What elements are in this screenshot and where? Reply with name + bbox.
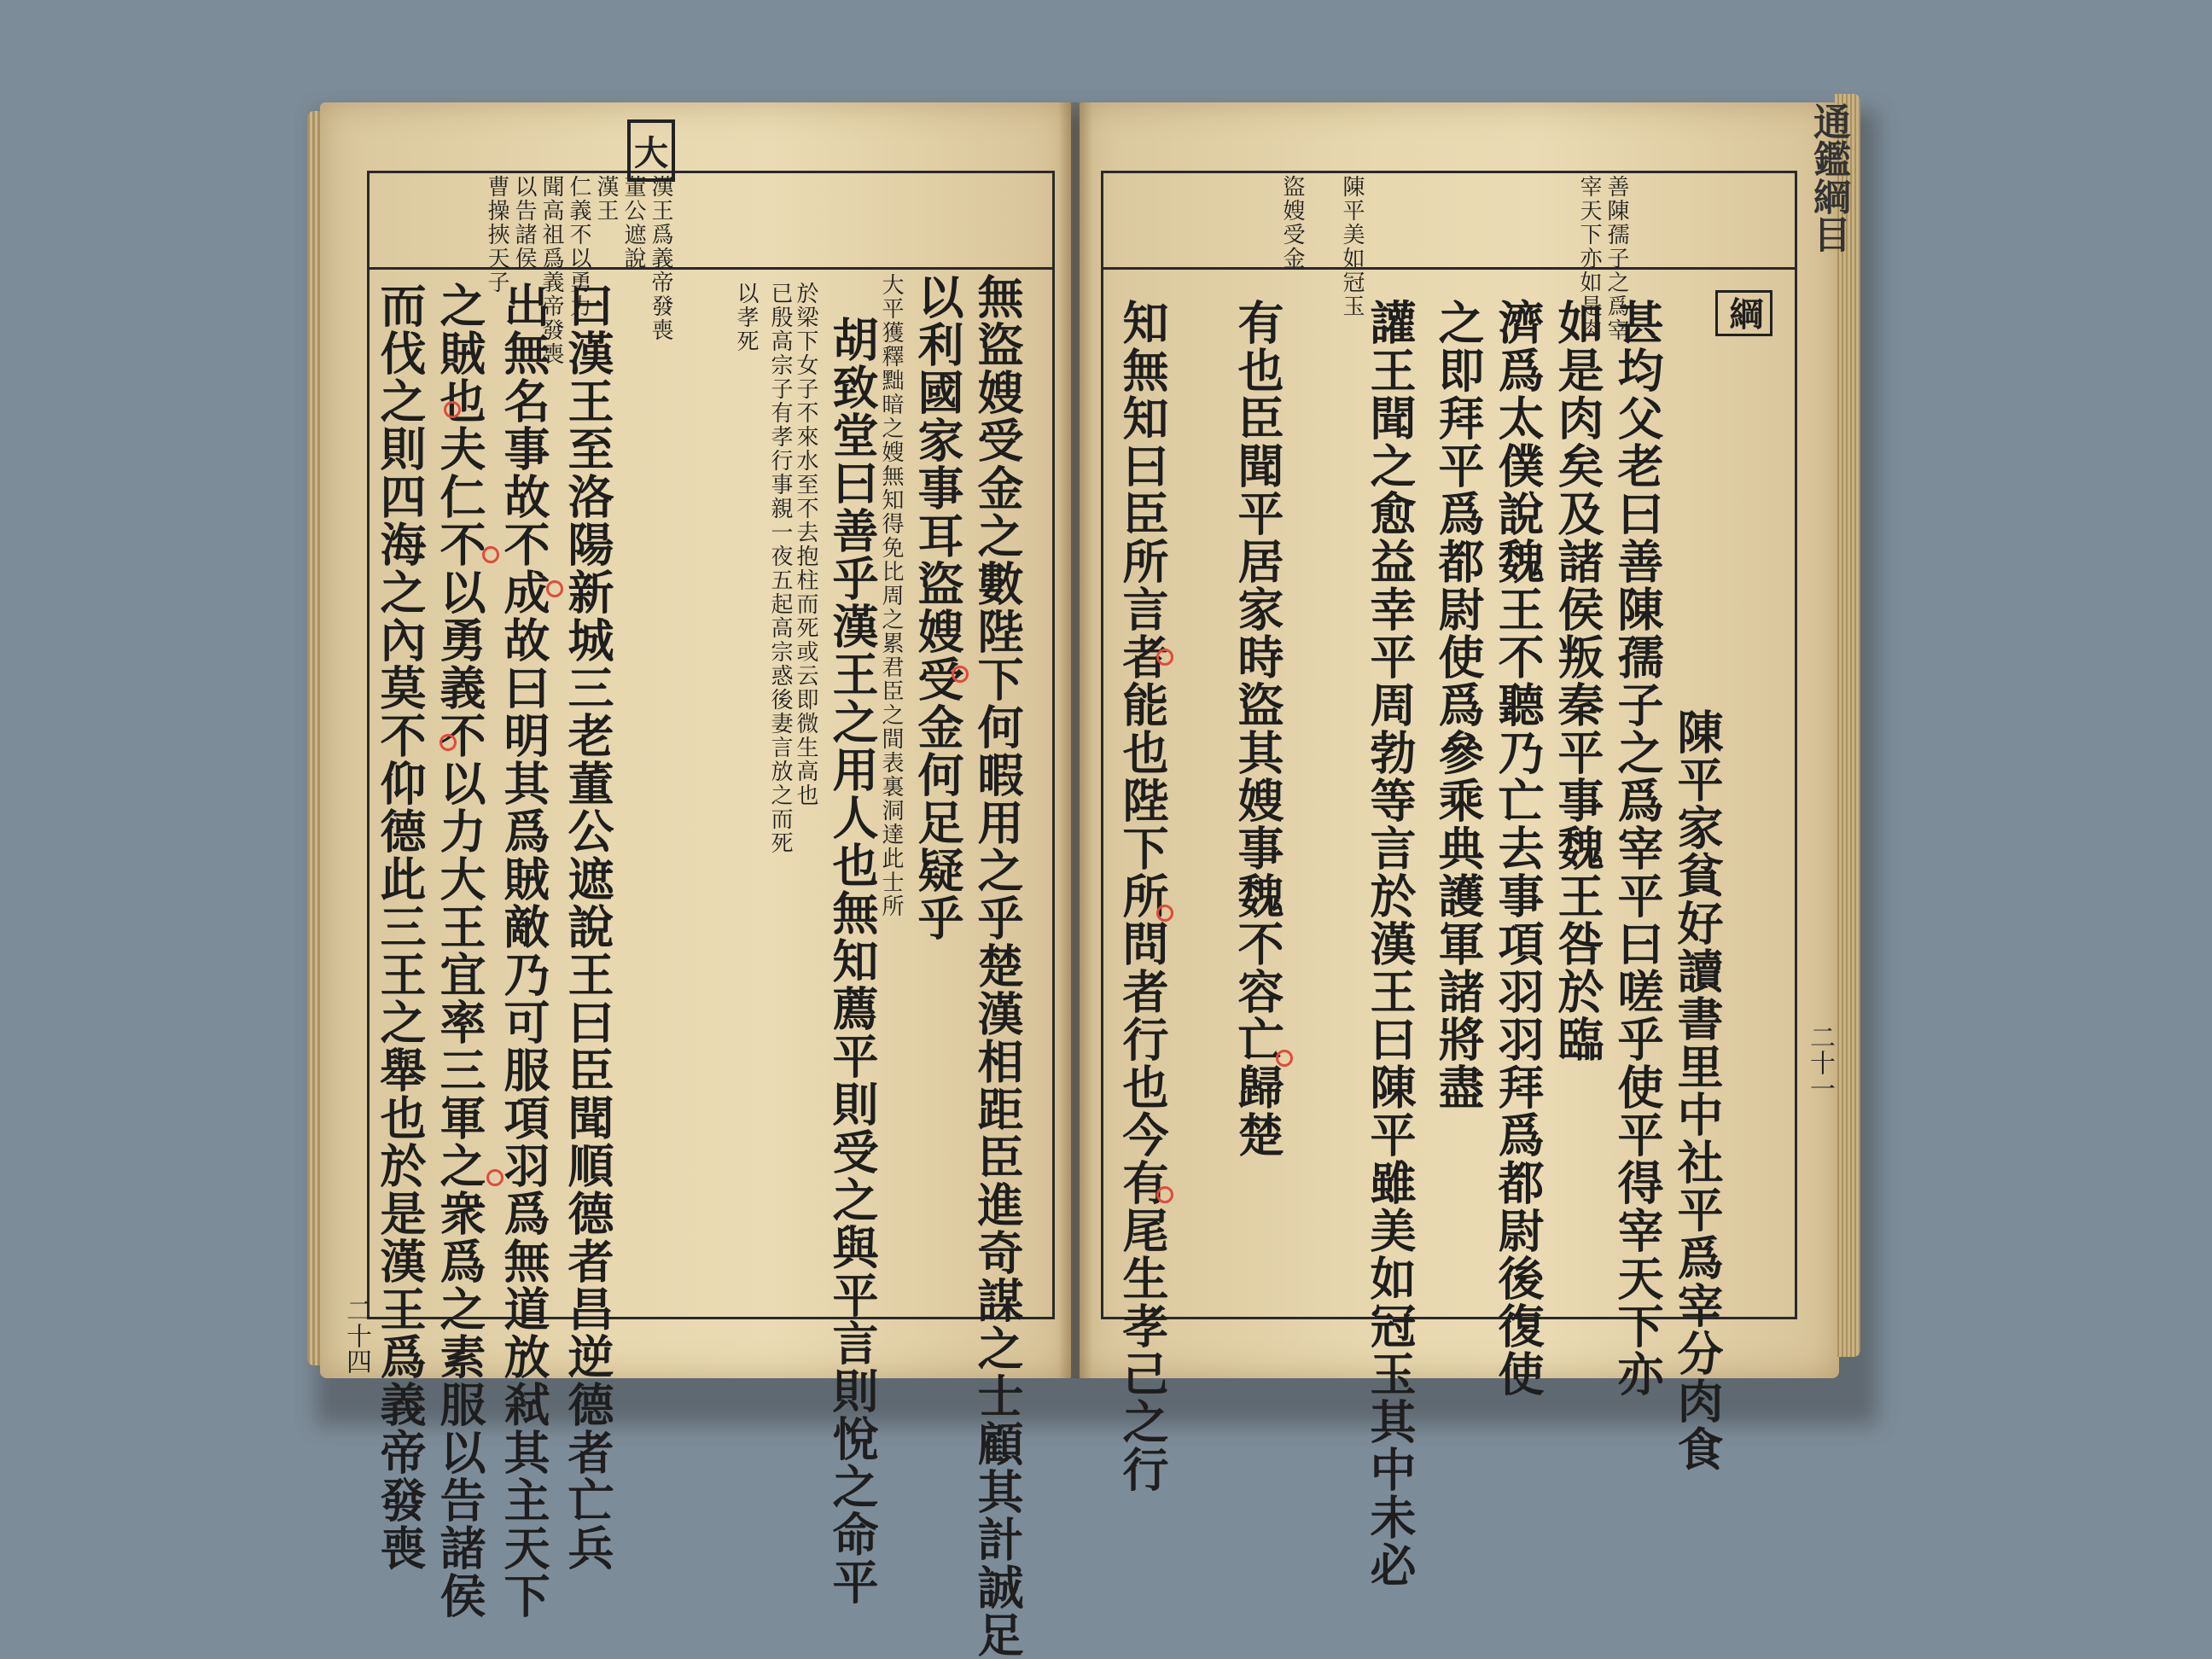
red-punctuation-mark <box>439 734 457 751</box>
right-head-rule <box>1103 267 1795 270</box>
left-main-column-5: 胡致堂曰善乎漢王之用人也無知薦平則受之與平言則悅之命平 <box>825 316 880 1606</box>
right-head-note-3: 陳平美如冠玉 <box>1339 175 1365 318</box>
left-small-column-1: 於梁下女子不來水至不去抱柱而死或云即微生高也 <box>793 282 818 807</box>
left-small-column-4: 大平獲釋黜暗之嫂無知得免比周之累君臣之間表裏洞達此士所 <box>878 273 904 918</box>
left-head-note-5: 聞高祖爲義帝發喪 <box>538 175 564 366</box>
left-head-note-2: 董公遮說 <box>620 175 646 271</box>
right-main-column-1: 陳平家貧好讀書里中社平爲宰分肉食 <box>1670 708 1725 1473</box>
left-main-column-3: 而伐之則四海之內莫不仰德此三王之舉也於是漢王爲義帝發喪 <box>373 282 428 1572</box>
page-edges-right <box>1835 94 1860 1357</box>
red-punctuation-mark <box>1276 1050 1293 1067</box>
left-main-column-1: 出無名事故不成故曰明其爲賊敵乃可服項羽爲無道放弒其主天下 <box>497 282 551 1620</box>
right-main-column-3: 如是肉矣及諸侯叛秦平事魏王咎於臨 <box>1551 299 1605 1063</box>
left-head-note-4: 仁義不以勇力 <box>566 175 591 318</box>
red-punctuation-mark <box>486 1169 504 1186</box>
right-main-column-4: 濟爲太僕說魏王不聽乃亡去事項羽羽拜爲都尉後復使 <box>1491 299 1545 1398</box>
right-main-column-8: 知無知曰臣所言者能也陛下所問者行也今有尾生孝己之行 <box>1115 299 1170 1493</box>
right-head-note-2: 宰天下亦如是肉 <box>1576 175 1602 342</box>
book-gutter <box>1058 102 1092 1378</box>
left-head-note-6: 以告諸侯 <box>511 175 537 271</box>
right-main-column-5: 之即拜平爲都尉使爲參乘典護軍諸將盡 <box>1431 299 1486 1111</box>
red-punctuation-mark <box>1156 1186 1173 1203</box>
right-main-column-2: 甚均父老曰善陳孺子之爲宰平曰嗟乎使平得宰天下亦 <box>1610 299 1665 1398</box>
left-small-column-3: 以孝死 <box>733 282 759 353</box>
right-head-note-1: 善陳孺子之爲宰 <box>1604 175 1629 342</box>
red-punctuation-mark <box>482 546 499 563</box>
left-head-note-7: 曹操挾天子 <box>484 175 509 294</box>
spine-title: 通鑑綱目 <box>1807 102 1850 253</box>
left-main-column-6: 以利國家事耳盜嫂受金何足疑乎 <box>911 273 965 942</box>
left-main-column-7: 無盜嫂受金之數陛下何暇用之乎楚漢相距臣進奇謀之士顧其計誠足 <box>970 273 1025 1659</box>
right-folio: 二十一 <box>1805 1024 1835 1101</box>
left-main-column-2: 之賊也夫仁不以勇義不以力大王宜率三軍之衆爲之素服以告諸侯 <box>433 282 487 1620</box>
left-head-note-3: 漢王 <box>593 175 619 223</box>
red-punctuation-mark <box>952 666 969 683</box>
right-main-column-6: 讙王聞之愈益幸平周勃等言於漢王曰陳平雖美如冠玉其中未必 <box>1363 299 1417 1589</box>
red-punctuation-mark <box>546 580 563 597</box>
left-folio: 二十四 <box>341 1297 371 1374</box>
right-head-note-4: 盜嫂受金 <box>1279 175 1305 271</box>
commentary-label: 綱 <box>1715 290 1773 336</box>
left-main-column-4: 曰漢王至洛陽新城三老董公遮說王曰臣聞順德者昌逆德者亡兵 <box>561 282 615 1572</box>
red-punctuation-mark <box>444 401 461 418</box>
red-punctuation-mark <box>1156 905 1173 922</box>
right-main-column-7: 有也臣聞平居家時盜其嫂事魏不容亡歸楚 <box>1231 299 1285 1159</box>
left-small-column-2: 已殷高宗子有孝行事親一夜五起高宗惑後妻言放之而死 <box>767 282 793 855</box>
left-page-mark: 大 <box>627 119 675 182</box>
left-head-rule <box>370 267 1052 270</box>
left-head-note-1: 漢王爲義帝發喪 <box>648 175 673 342</box>
red-punctuation-mark <box>1156 649 1173 666</box>
